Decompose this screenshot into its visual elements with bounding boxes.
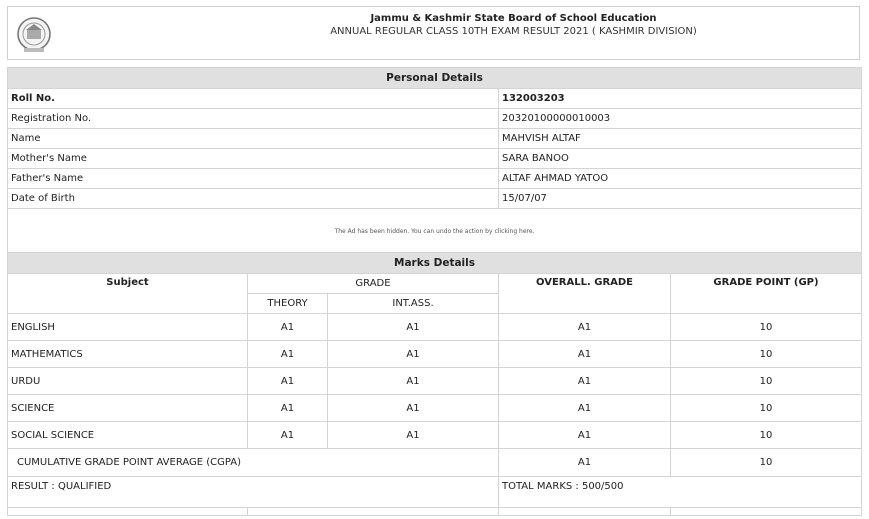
table-row (8, 395, 862, 422)
theory-grade: A1 (248, 341, 328, 368)
theory-grade: A1 (248, 395, 328, 422)
table-row (8, 109, 862, 129)
dob-label: Date of Birth (8, 189, 499, 209)
father-name-value: ALTAF AHMAD YATOO (499, 169, 862, 189)
table-row (8, 341, 862, 368)
overall-grade: A1 (499, 314, 671, 341)
grade-point: 10 (671, 314, 862, 341)
board-name: Jammu & Kashmir State Board of School Education (370, 13, 657, 24)
int-ass-header: INT.ASS. (328, 294, 499, 314)
table-row (8, 129, 862, 149)
grade-point-header: GRADE POINT (GP) (671, 274, 862, 314)
overall-grade: A1 (499, 422, 671, 449)
table-row (8, 422, 862, 449)
table-row (8, 89, 862, 109)
marks-details-table (7, 252, 862, 516)
int-ass-grade: A1 (328, 341, 499, 368)
grade-point: 10 (671, 368, 862, 395)
empty-cell (499, 508, 671, 516)
exam-title: ANNUAL REGULAR CLASS 10TH EXAM RESULT 2021 ( KASHMIR DIVISION) (330, 26, 697, 37)
cgpa-row (8, 449, 862, 477)
theory-header: THEORY (248, 294, 328, 314)
result-status: RESULT : QUALIFIED (8, 477, 499, 508)
table-row (8, 314, 862, 341)
int-ass-grade: A1 (328, 314, 499, 341)
grade-point: 10 (671, 395, 862, 422)
grade-point: 10 (671, 422, 862, 449)
theory-grade: A1 (248, 422, 328, 449)
result-header (7, 6, 860, 60)
grade-point: 10 (671, 341, 862, 368)
table-row (8, 189, 862, 209)
roll-no-label: Roll No. (8, 89, 499, 109)
empty-cell (8, 508, 248, 516)
registration-no-value: 20320100000010003 (499, 109, 862, 129)
int-ass-grade: A1 (328, 395, 499, 422)
overall-grade: A1 (499, 395, 671, 422)
theory-grade: A1 (248, 368, 328, 395)
ad-hidden-notice[interactable]: The Ad has been hidden. You can undo the action by clicking here. (8, 209, 862, 254)
dob-value: 15/07/07 (499, 189, 862, 209)
registration-no-label: Registration No. (8, 109, 499, 129)
overall-grade: A1 (499, 368, 671, 395)
overall-grade: A1 (499, 341, 671, 368)
mother-name-value: SARA BANOO (499, 149, 862, 169)
subject-name: MATHEMATICS (8, 341, 248, 368)
personal-details-title: Personal Details (8, 68, 862, 89)
result-row (8, 477, 862, 508)
table-row (8, 149, 862, 169)
marks-details-title: Marks Details (8, 253, 862, 274)
name-label: Name (8, 129, 499, 149)
roll-no-value: 132003203 (499, 89, 862, 109)
personal-details-table (7, 67, 862, 254)
mother-name-label: Mother's Name (8, 149, 499, 169)
subject-name: SOCIAL SCIENCE (8, 422, 248, 449)
int-ass-grade: A1 (328, 368, 499, 395)
theory-grade: A1 (248, 314, 328, 341)
subject-header: Subject (8, 274, 248, 314)
table-row (8, 169, 862, 189)
grade-header: GRADE (248, 274, 499, 294)
cgpa-grade-point: 10 (671, 449, 862, 477)
cgpa-overall-grade: A1 (499, 449, 671, 477)
empty-cell (248, 508, 499, 516)
int-ass-grade: A1 (328, 422, 499, 449)
father-name-label: Father's Name (8, 169, 499, 189)
subject-name: SCIENCE (8, 395, 248, 422)
overall-grade-header: OVERALL. GRADE (499, 274, 671, 314)
subject-name: ENGLISH (8, 314, 248, 341)
subject-name: URDU (8, 368, 248, 395)
total-marks: TOTAL MARKS : 500/500 (499, 477, 862, 508)
cgpa-label: CUMULATIVE GRADE POINT AVERAGE (CGPA) (8, 449, 499, 477)
empty-cell (671, 508, 862, 516)
name-value: MAHVISH ALTAF (499, 129, 862, 149)
table-row (8, 368, 862, 395)
